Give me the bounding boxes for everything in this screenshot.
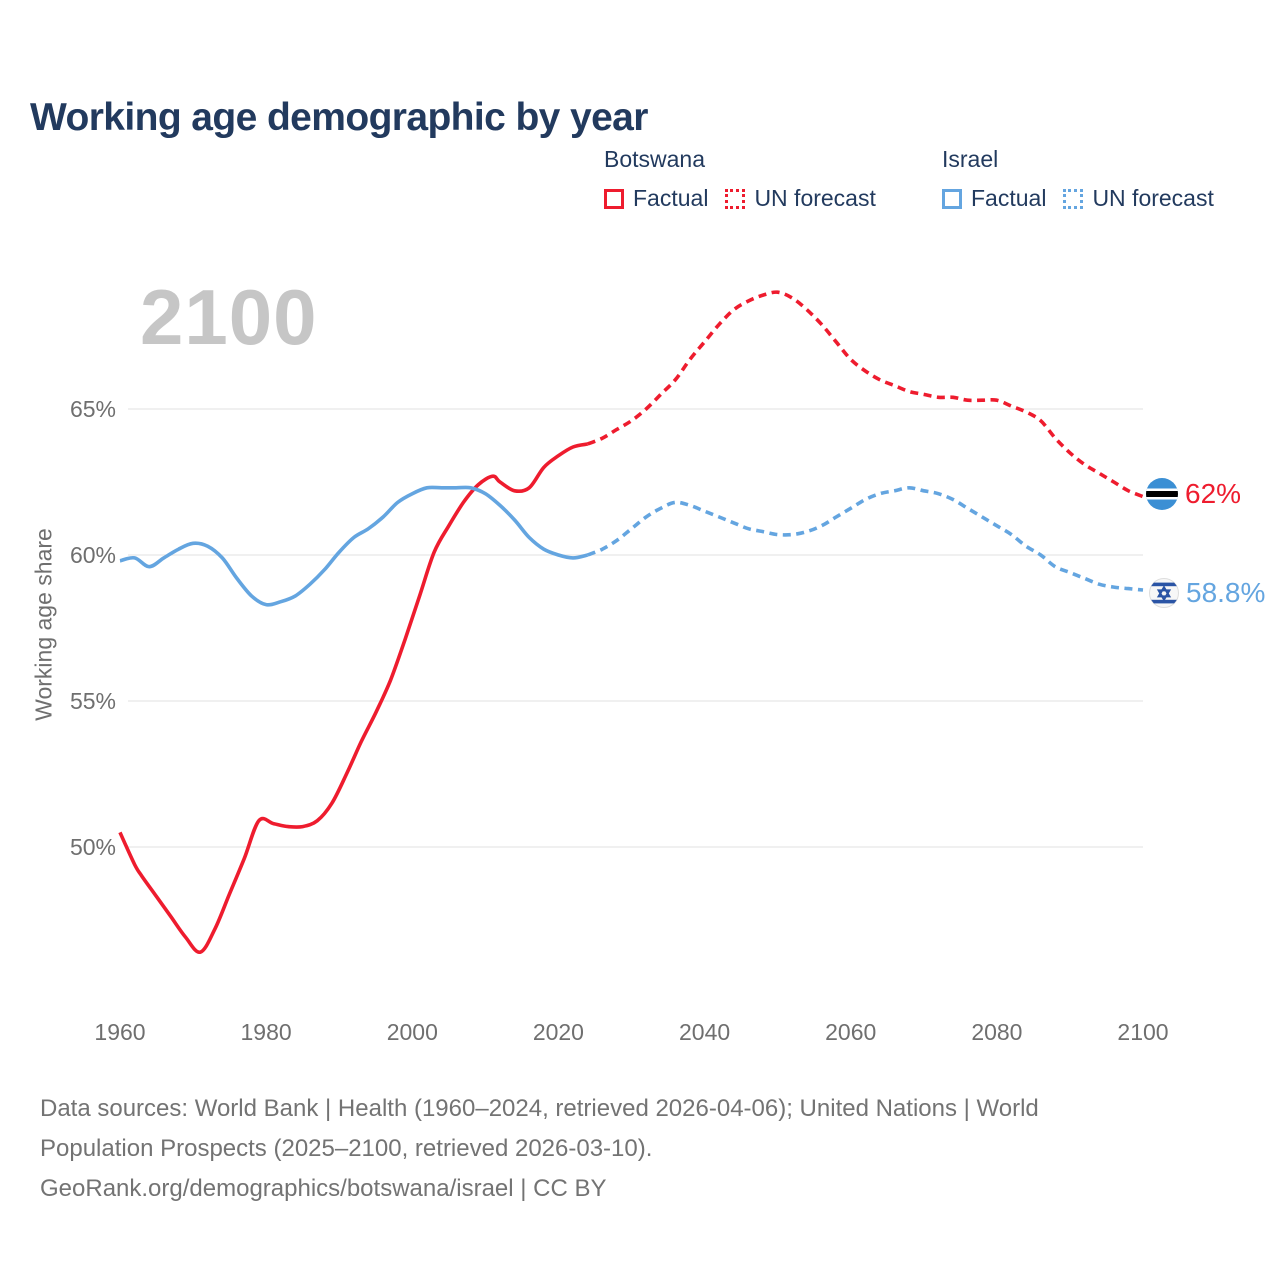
- legend-row: [604, 185, 876, 212]
- botswana-end-value: 62%: [1185, 478, 1242, 509]
- attribution-line: GeoRank.org/demographics/botswana/israel | CC BY: [40, 1175, 607, 1202]
- x-tick-label: 2100: [1117, 1019, 1169, 1045]
- israel-factual-line: [120, 487, 588, 604]
- dashed-swatch-icon: [1063, 189, 1083, 209]
- source-line: Population Prospects (2025–2100, retrieved 2026-03-10).: [40, 1135, 653, 1162]
- x-tick-label: 1960: [94, 1019, 146, 1045]
- year-watermark: 2100: [140, 273, 318, 361]
- dashed-swatch-icon: [725, 189, 745, 209]
- data-sources-footer: [40, 1089, 1200, 1209]
- botswana-end-label: [1146, 478, 1241, 510]
- legend-series-name: Israel: [942, 146, 999, 172]
- legend-series-name: Botswana: [604, 146, 706, 172]
- y-tick-label: 65%: [69, 396, 116, 422]
- y-tick-label: 50%: [69, 834, 116, 860]
- x-tick-label: 2040: [679, 1019, 731, 1045]
- botswana-flag-icon: [1146, 478, 1178, 510]
- solid-swatch-icon: [604, 189, 624, 209]
- solid-swatch-icon: [942, 189, 962, 209]
- legend-group-israel: [942, 146, 1214, 212]
- legend-item-botswana-factual: [604, 185, 708, 212]
- y-tick-label: 60%: [69, 542, 116, 568]
- legend-item-israel-factual: [942, 185, 1046, 212]
- x-tick-label: 2000: [386, 1019, 438, 1045]
- israel-end-value: 58.8%: [1186, 577, 1266, 608]
- legend-item-israel-forecast: [1063, 185, 1213, 212]
- botswana-un_forecast-line: [588, 292, 1143, 496]
- y-axis-title: Working age share: [30, 528, 57, 721]
- x-tick-label: 1980: [240, 1019, 292, 1045]
- legend-group-botswana: [604, 146, 876, 212]
- legend-row: [942, 185, 1214, 212]
- x-tick-label: 2020: [532, 1019, 584, 1045]
- legend-item-label: UN forecast: [754, 185, 876, 211]
- legend-item-label: Factual: [971, 185, 1047, 211]
- legend-item-label: UN forecast: [1092, 185, 1214, 211]
- botswana-factual-line: [120, 444, 588, 952]
- legend-item-botswana-forecast: [725, 185, 875, 212]
- x-tick-label: 2060: [825, 1019, 877, 1045]
- israel-un_forecast-line: [588, 488, 1143, 590]
- page-title: Working age demographic by year: [30, 96, 648, 140]
- source-line: Data sources: World Bank | Health (1960–2024, retrieved 2026-04-06); United Nations | World: [40, 1095, 1039, 1122]
- legend-item-label: Factual: [633, 185, 709, 211]
- x-tick-label: 2080: [971, 1019, 1023, 1045]
- israel-end-label: [1149, 577, 1265, 609]
- y-tick-label: 55%: [69, 688, 116, 714]
- israel-flag-icon: [1149, 578, 1179, 608]
